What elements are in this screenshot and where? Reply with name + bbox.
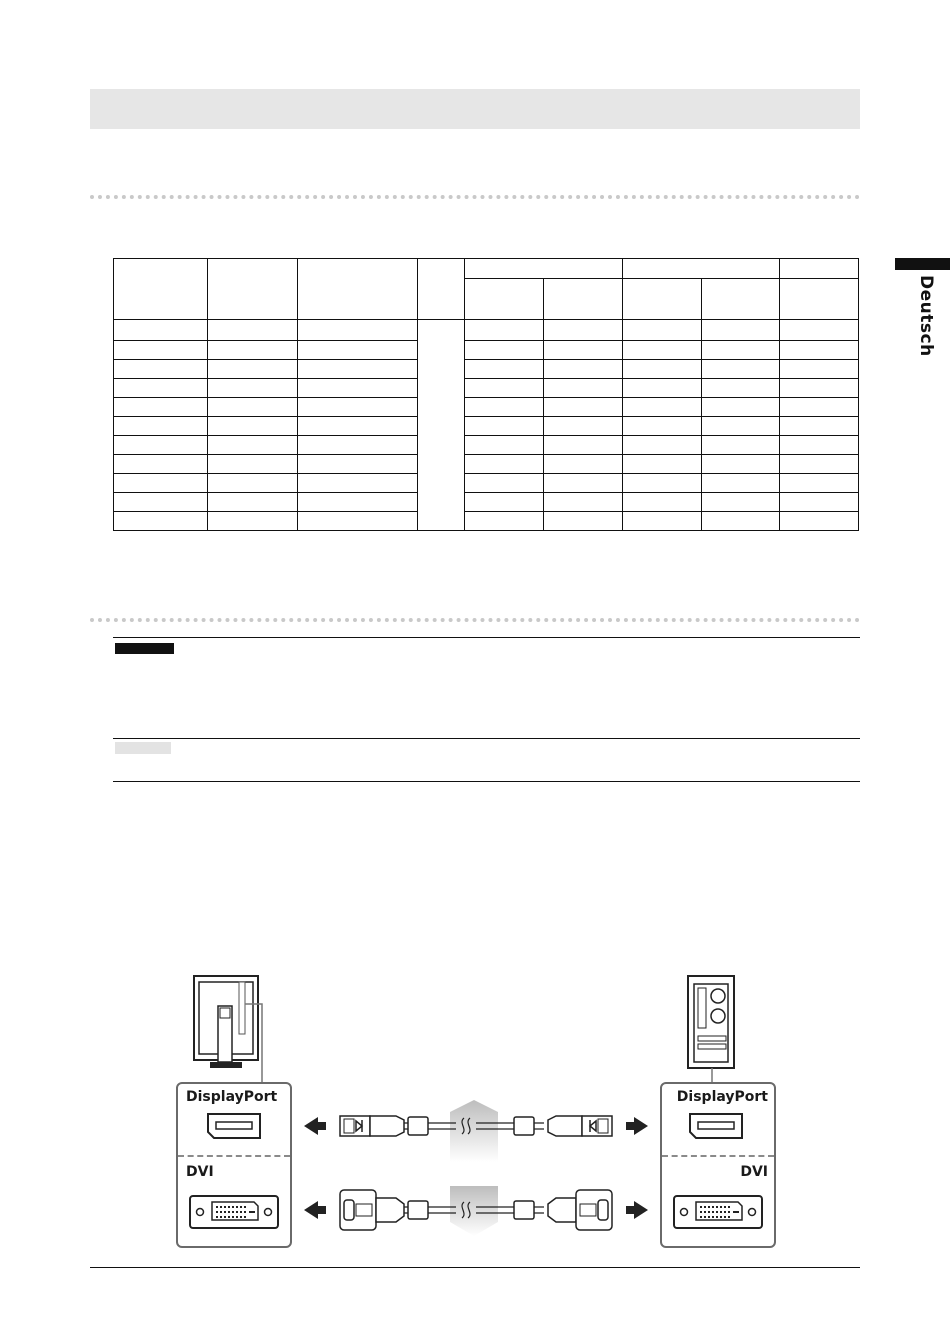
table-cell <box>114 455 208 474</box>
table-header-cell <box>208 259 298 320</box>
table-row <box>114 320 859 341</box>
table-cell <box>465 398 544 417</box>
table-cell <box>465 493 544 512</box>
table-cell <box>114 379 208 398</box>
note-box-top-rule <box>113 738 860 739</box>
displayport-cable-icon <box>296 1106 656 1146</box>
table-cell <box>298 398 418 417</box>
table-cell <box>702 436 780 455</box>
table-cell <box>298 455 418 474</box>
table-cell <box>208 360 298 379</box>
table-cell <box>208 493 298 512</box>
table-cell <box>623 320 702 341</box>
table-row <box>114 398 859 417</box>
table-header-cell <box>418 259 465 320</box>
monitor-displayport-label: DisplayPort <box>186 1089 278 1105</box>
table-row <box>114 360 859 379</box>
table-cell <box>702 320 780 341</box>
table-header-group-cell <box>780 259 859 279</box>
table-cell <box>114 474 208 493</box>
table-cell <box>298 512 418 531</box>
table-cell <box>465 320 544 341</box>
table-cell <box>208 320 298 341</box>
table-cell <box>702 512 780 531</box>
pc-tower-icon <box>684 974 754 1089</box>
table-row <box>114 379 859 398</box>
table-cell <box>298 360 418 379</box>
table-row <box>114 436 859 455</box>
table-header-cell <box>780 279 859 320</box>
table-header-group-cell <box>623 259 780 279</box>
table-cell <box>208 379 298 398</box>
table-cell-merged <box>418 320 465 531</box>
dotted-separator-top <box>90 195 860 199</box>
monitor-port-panel <box>176 1082 292 1248</box>
table-cell <box>623 417 702 436</box>
monitor-dvi-socket-icon <box>188 1194 280 1230</box>
monitor-panel-divider <box>178 1155 290 1157</box>
table-cell <box>780 341 859 360</box>
table-cell <box>208 436 298 455</box>
table-cell <box>702 493 780 512</box>
table-cell <box>623 360 702 379</box>
table-cell <box>623 379 702 398</box>
table-cell <box>465 341 544 360</box>
table-row <box>114 417 859 436</box>
table-cell <box>780 512 859 531</box>
table-cell <box>702 341 780 360</box>
table-cell <box>465 360 544 379</box>
monitor-dvi-label: DVI <box>186 1164 214 1180</box>
table-cell <box>780 320 859 341</box>
table-cell <box>298 436 418 455</box>
table-cell <box>465 455 544 474</box>
table-cell <box>114 417 208 436</box>
table-cell <box>465 417 544 436</box>
table-row <box>114 341 859 360</box>
table-cell <box>780 436 859 455</box>
monitor-displayport-socket-icon <box>206 1112 262 1140</box>
table-cell <box>780 474 859 493</box>
table-row <box>114 512 859 531</box>
table-cell <box>780 417 859 436</box>
table-cell <box>780 493 859 512</box>
dvi-cable-icon <box>296 1182 656 1238</box>
dotted-separator-bottom <box>90 618 860 622</box>
section-header-band <box>90 89 860 129</box>
table-cell <box>544 398 623 417</box>
connection-diagram <box>170 970 790 1250</box>
table-cell <box>623 436 702 455</box>
table-cell <box>298 417 418 436</box>
table-cell <box>114 436 208 455</box>
table-cell <box>544 512 623 531</box>
table-cell <box>544 379 623 398</box>
table-cell <box>780 360 859 379</box>
table-cell <box>114 512 208 531</box>
table-cell <box>702 379 780 398</box>
table-cell <box>780 379 859 398</box>
table-row <box>114 474 859 493</box>
table-header-cell <box>544 279 623 320</box>
table-cell <box>544 493 623 512</box>
table-header-cell <box>465 279 544 320</box>
note-box-bottom-rule <box>113 781 860 782</box>
pc-displayport-socket-icon <box>688 1112 744 1140</box>
table-cell <box>544 474 623 493</box>
table-cell <box>208 417 298 436</box>
pc-port-panel <box>660 1082 776 1248</box>
table-cell <box>298 493 418 512</box>
table-cell <box>298 320 418 341</box>
table-cell <box>623 493 702 512</box>
table-cell <box>702 398 780 417</box>
language-tab-label: Deutsch <box>916 275 936 357</box>
pc-panel-divider <box>662 1155 774 1157</box>
table-cell <box>544 417 623 436</box>
table-cell <box>114 341 208 360</box>
table-cell <box>702 417 780 436</box>
table-cell <box>780 455 859 474</box>
table-cell <box>114 493 208 512</box>
pc-dvi-socket-icon <box>672 1194 764 1230</box>
note-badge <box>115 742 171 754</box>
table-header-cell <box>702 279 780 320</box>
table-cell <box>208 455 298 474</box>
table-cell <box>465 512 544 531</box>
table-header-row <box>114 259 859 279</box>
table-cell <box>298 474 418 493</box>
table-cell <box>114 320 208 341</box>
table-cell <box>208 512 298 531</box>
language-tab-marker <box>895 258 950 270</box>
table-cell <box>702 474 780 493</box>
table-cell <box>465 474 544 493</box>
timing-table <box>113 258 859 531</box>
attention-box-top-rule <box>113 637 860 638</box>
pc-displayport-label: DisplayPort <box>676 1089 768 1105</box>
table-cell <box>780 398 859 417</box>
attention-badge <box>115 643 174 654</box>
table-header-cell <box>114 259 208 320</box>
table-header-group-cell <box>465 259 623 279</box>
table-cell <box>298 341 418 360</box>
table-cell <box>544 360 623 379</box>
table-cell <box>465 379 544 398</box>
table-cell <box>544 436 623 455</box>
table-cell <box>623 455 702 474</box>
table-row <box>114 455 859 474</box>
table-cell <box>465 436 544 455</box>
table-cell <box>623 341 702 360</box>
table-cell <box>114 398 208 417</box>
footer-rule <box>90 1267 860 1268</box>
table-cell <box>208 341 298 360</box>
table-cell <box>544 320 623 341</box>
table-cell <box>623 474 702 493</box>
table-cell <box>702 360 780 379</box>
table-header-cell <box>298 259 418 320</box>
table-cell <box>114 360 208 379</box>
table-cell <box>544 341 623 360</box>
table-cell <box>623 512 702 531</box>
table-cell <box>208 398 298 417</box>
table-cell <box>544 455 623 474</box>
table-cell <box>623 398 702 417</box>
table-cell <box>702 455 780 474</box>
monitor-icon <box>192 974 272 1094</box>
table-header-cell <box>623 279 702 320</box>
table-cell <box>208 474 298 493</box>
table-row <box>114 493 859 512</box>
pc-dvi-label: DVI <box>740 1164 768 1180</box>
table-cell <box>298 379 418 398</box>
